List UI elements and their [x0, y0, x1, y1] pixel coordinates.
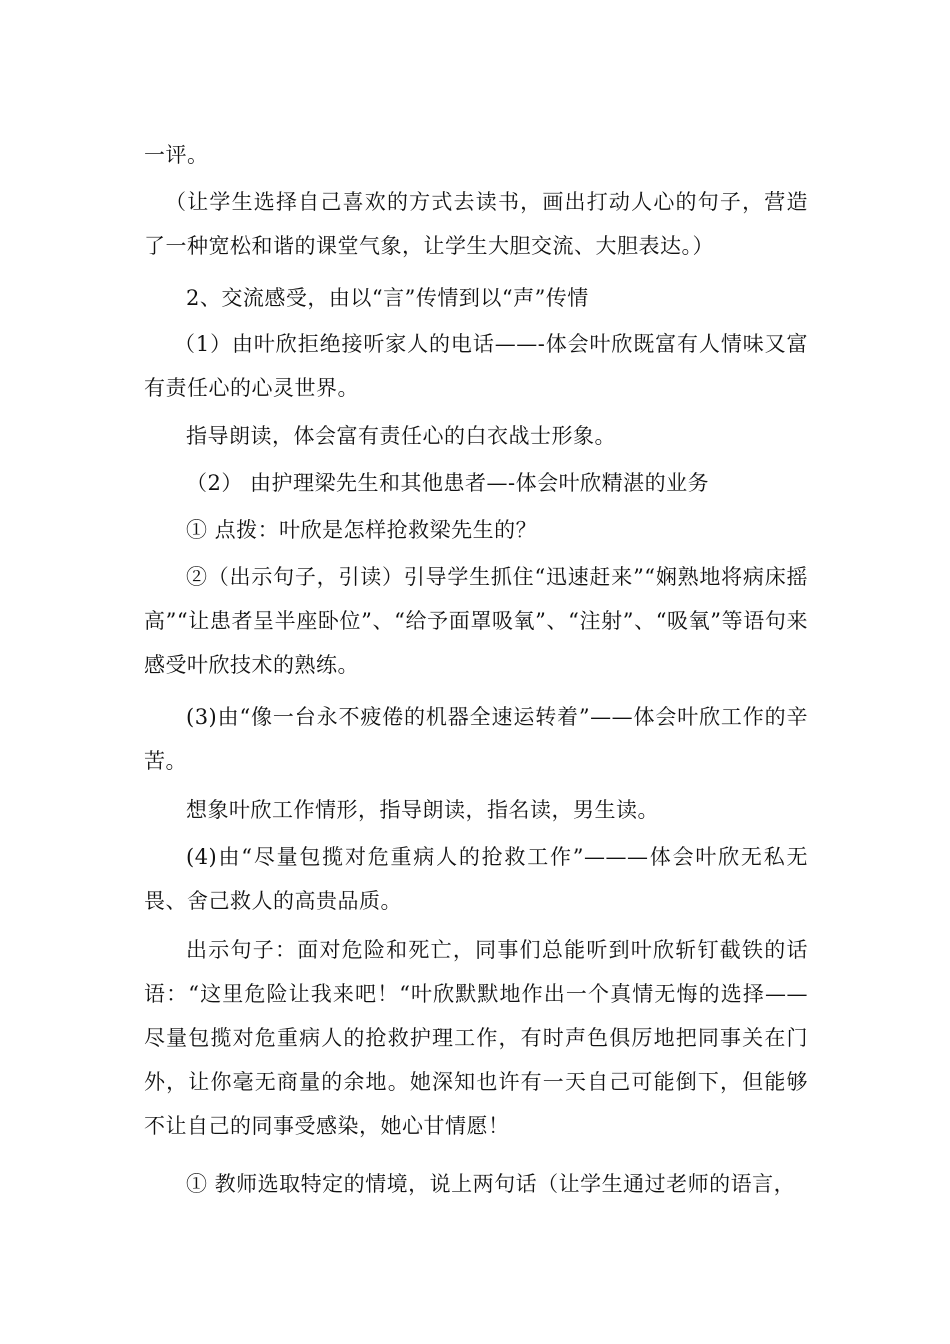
paragraph-11: (4)由“尽量包揽对危重病人的抢救工作”———体会叶欣无私无畏、舍己救人的高贵品质。 — [144, 845, 808, 913]
paragraph-9: (3)由“像一台永不疲倦的机器全速运转着”——体会叶欣工作的辛苦。 — [144, 705, 808, 773]
paragraph-7: ① 点拨：叶欣是怎样抢救梁先生的？ — [186, 518, 538, 542]
paragraph-5: 指导朗读，体会富有责任心的白衣战士形象。 — [186, 424, 616, 448]
paragraph-13: ① 教师选取特定的情境，说上两句话（让学生通过老师的语言， — [186, 1172, 796, 1196]
paragraph-10: 想象叶欣工作情形，指导朗读，指名读，男生读。 — [186, 798, 659, 822]
paragraph-4: （1）由叶欣拒绝接听家人的电话——-体会叶欣既富有人情味又富有责任心的心灵世界。 — [144, 332, 808, 400]
paragraph-8: ②（出示句子，引读）引导学生抓住“迅速赶来”“娴熟地将病床摇高”“让患者呈半座卧位”、“给予面罩吸氧”、“注射”、“吸氧”等语句来感受叶欣技术的熟练。 — [144, 565, 808, 677]
paragraph-12: 出示句子：面对危险和死亡，同事们总能听到叶欣斩钉截铁的话语：“这里危险让我来吧！“叶欣默默地作出一个真情无悔的选择——尽量包揽对危重病人的抢救护理工作，有时声色俱厉地把同事关在门外，让你毫无商量的余地。她深知也许有一天自己可能倒下，但能够不让自己的同事受感染，她心甘情愿！ — [144, 938, 808, 1138]
paragraph-2: （让学生选择自己喜欢的方式去读书，画出打动人心的句子，营造了一种宽松和谐的课堂气象，让学生大胆交流、大胆表达。） — [144, 190, 808, 258]
paragraph-3: 2、交流感受，由以“言”传情到以“声”传情 — [186, 286, 589, 310]
paragraph-6: （2） 由护理梁先生和其他患者—-体会叶欣精湛的业务 — [186, 471, 710, 495]
paragraph-1: 一评。 — [144, 143, 209, 167]
